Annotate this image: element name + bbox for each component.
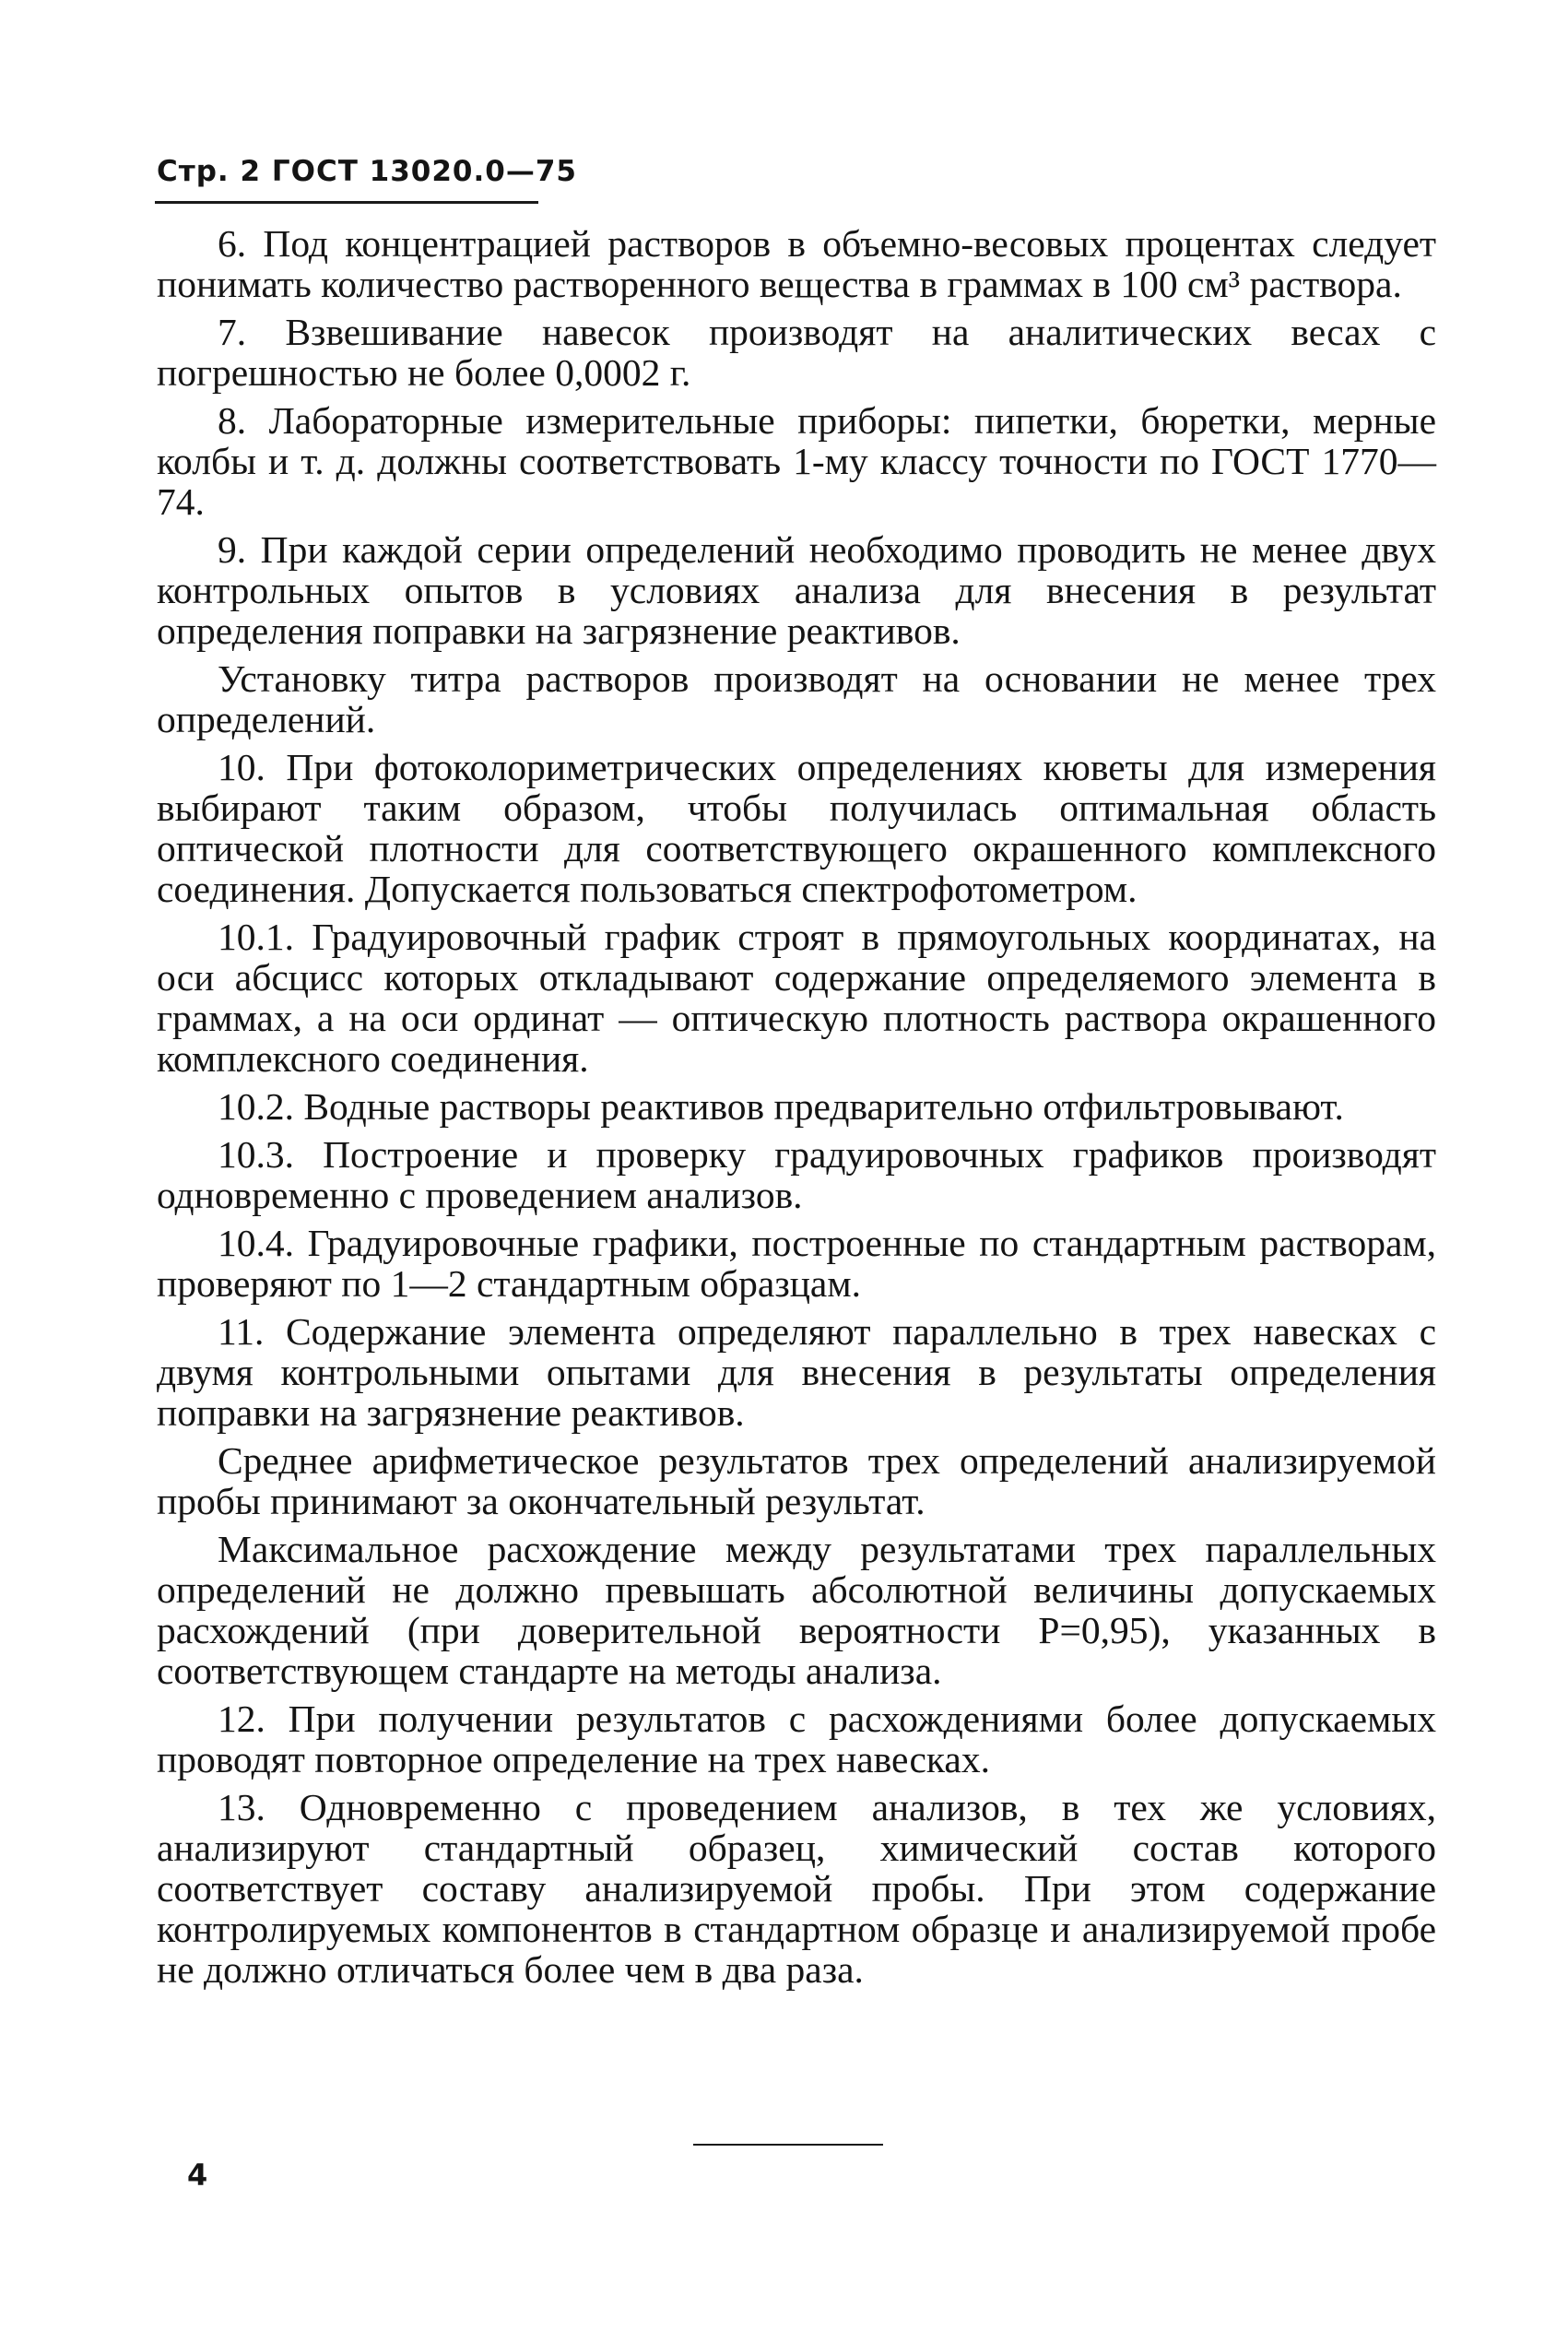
document-body (157, 223, 1436, 1990)
paragraph-6: 6. Под концентрацией растворов в объемно-весовых процентах следует понимать количество растворенного вещества в граммах в 100 см³ раствора. (157, 222, 1436, 305)
paragraph-10-4: 10.4. Градуировочные графики, построенные по стандартным растворам, проверяют по 1—2 стандартным образцам. (157, 1222, 1436, 1305)
paragraph-11-mean: Среднее арифметическое результатов трех определений анализируемой пробы принимают за окончательный результат. (157, 1439, 1436, 1522)
paragraph-8: 8. Лабораторные измерительные приборы: пипетки, бюретки, мерные колбы и т. д. должны соответствовать 1-му классу точности по ГОСТ 1770—74. (157, 399, 1436, 523)
paragraph-7: 7. Взвешивание навесок производят на аналитических весах с погрешностью не более 0,0002 г. (157, 311, 1436, 394)
page-number: 4 (187, 2158, 208, 2193)
paragraph-12: 12. При получении результатов с расхождениями более допускаемых проводят повторное определение на трех навесках. (157, 1697, 1436, 1780)
paragraph-11: 11. Содержание элемента определяют параллельно в трех навесках с двумя контрольными опытами для внесения в результаты определения поправки на загрязнение реактивов. (157, 1310, 1436, 1434)
paragraph-10-1: 10.1. Градуировочный график строят в прямоугольных координатах, на оси абсцисс которых откладывают содержание определяемого элемента в граммах, а на оси ординат — оптическую плотность раствора окрашенного комплексного соединения. (157, 916, 1436, 1080)
paragraph-10-2: 10.2. Водные растворы реактивов предварительно отфильтровывают. (218, 1085, 1344, 1128)
end-divider (693, 2144, 883, 2146)
paragraph-9: 9. При каждой серии определений необходимо проводить не менее двух контрольных опытов в условиях анализа для внесения в результат определения поправки на загрязнение реактивов. (157, 528, 1436, 652)
paragraph-13: 13. Одновременно с проведением анализов, в тех же условиях, анализируют стандартный образец, химический состав которого соответствует составу анализируемой пробы. При этом содержание контролируемых компонентов в стандартном образце и анализируемой пробе не должно отличаться более чем в два раза. (157, 1786, 1436, 1991)
running-header: Стр. 2 ГОСТ 13020.0—75 (157, 155, 577, 188)
header-divider (155, 201, 538, 204)
paragraph-10: 10. При фотоколориметрических определениях кюветы для измерения выбирают таким образом, чтобы получилась оптимальная область оптической плотности для соответствующего окрашенного комплексного соединения. Допускается пользоваться спектрофотометром. (157, 746, 1436, 910)
paragraph-9-titre: Установку титра растворов производят на основании не менее трех определений. (157, 657, 1436, 740)
paragraph-10-3: 10.3. Построение и проверку градуировочных графиков производят одновременно с проведением анализов. (157, 1133, 1436, 1216)
paragraph-11-max-deviation: Максимальное расхождение между результатами трех параллельных определений не должно превышать абсолютной величины допускаемых расхождений (при доверительной вероятности Р=0,95), указанных в соответствующем стандарте на методы анализа. (157, 1528, 1436, 1692)
